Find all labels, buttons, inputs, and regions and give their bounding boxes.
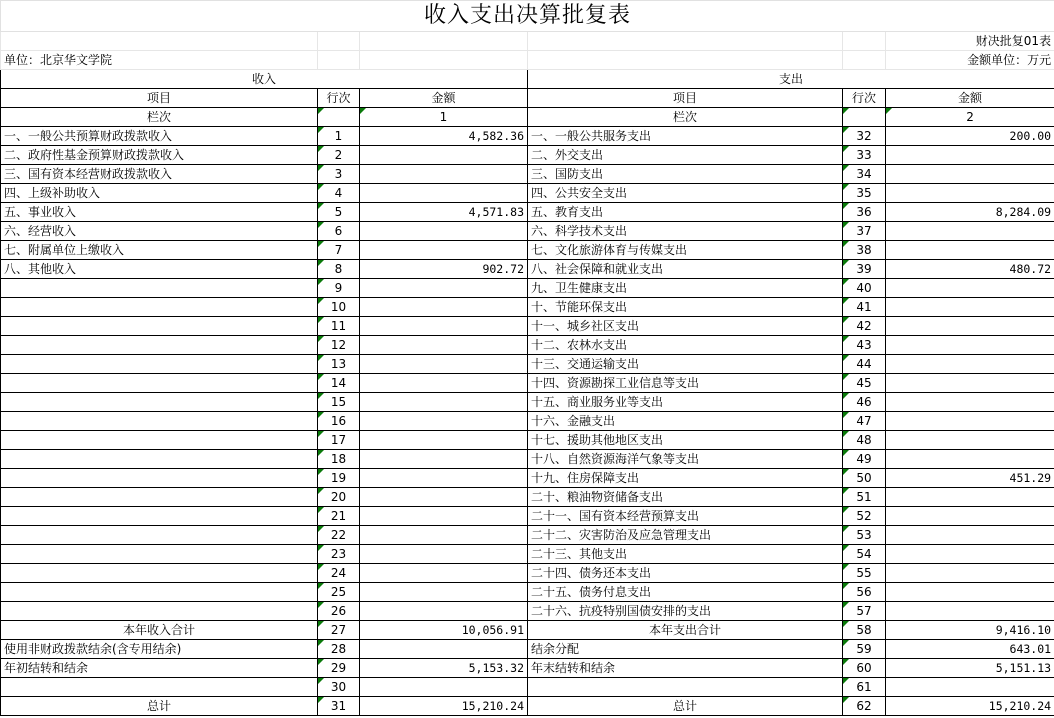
right-amount-cell: 200.00 (886, 127, 1054, 146)
right-amount-cell (886, 488, 1054, 507)
right-item-cell: 十三、交通运输支出 (528, 355, 843, 374)
right-row-no-cell: 44 (843, 355, 886, 374)
left-amount-cell (360, 469, 528, 488)
left-row-no-cell: 30 (318, 678, 360, 697)
right-item-cell: 三、国防支出 (528, 165, 843, 184)
right-item-cell: 十二、农林水支出 (528, 336, 843, 355)
right-row-no-cell: 60 (843, 659, 886, 678)
right-amount-cell (886, 412, 1054, 431)
right-amount-cell: 480.72 (886, 260, 1054, 279)
right-item-cell: 五、教育支出 (528, 203, 843, 222)
right-row-no-cell: 55 (843, 564, 886, 583)
table-row (1, 583, 1054, 602)
right-amount-cell: 9,416.10 (886, 621, 1054, 640)
left-item-cell: 使用非财政拨款结余(含专用结余) (1, 640, 318, 659)
column-index-label-left: 栏次 (1, 108, 318, 127)
table-row (1, 393, 1054, 412)
left-item-cell: 二、政府性基金预算财政拨款收入 (1, 146, 318, 165)
left-item-cell: 五、事业收入 (1, 203, 318, 222)
left-amount-cell (360, 450, 528, 469)
left-amount-cell (360, 146, 528, 165)
left-row-no-cell: 18 (318, 450, 360, 469)
right-amount-cell (886, 526, 1054, 545)
left-amount-cell (360, 602, 528, 621)
left-item-cell (1, 317, 318, 336)
right-row-no-cell: 35 (843, 184, 886, 203)
right-item-cell: 七、文化旅游体育与传媒支出 (528, 241, 843, 260)
left-amount-cell: 4,582.36 (360, 127, 528, 146)
left-item-cell (1, 336, 318, 355)
right-row-no-cell: 49 (843, 450, 886, 469)
table-row (1, 355, 1054, 374)
table-row (1, 507, 1054, 526)
left-row-no-cell: 5 (318, 203, 360, 222)
col-header-row-left: 行次 (318, 89, 360, 108)
left-item-cell (1, 431, 318, 450)
table-row (1, 431, 1054, 450)
left-item-cell (1, 279, 318, 298)
left-item-cell (1, 564, 318, 583)
right-amount-cell: 5,151.13 (886, 659, 1054, 678)
left-item-cell: 三、国有资本经营财政拨款收入 (1, 165, 318, 184)
right-item-cell: 本年支出合计 (528, 621, 843, 640)
right-item-cell: 四、公共安全支出 (528, 184, 843, 203)
left-item-cell: 年初结转和结余 (1, 659, 318, 678)
amount-unit: 金额单位：万元 (886, 51, 1054, 70)
left-amount-cell (360, 336, 528, 355)
left-row-no-cell: 21 (318, 507, 360, 526)
left-amount-cell (360, 279, 528, 298)
left-row-no-cell: 15 (318, 393, 360, 412)
table-row (1, 317, 1054, 336)
left-row-no-cell: 28 (318, 640, 360, 659)
right-item-cell: 十七、援助其他地区支出 (528, 431, 843, 450)
right-row-no-cell: 51 (843, 488, 886, 507)
left-amount-cell (360, 564, 528, 583)
left-item-cell: 四、上级补助收入 (1, 184, 318, 203)
left-amount-cell (360, 583, 528, 602)
table-row (1, 526, 1054, 545)
left-amount-cell (360, 526, 528, 545)
right-row-no-cell: 61 (843, 678, 886, 697)
table-row (1, 602, 1054, 621)
left-amount-cell (360, 184, 528, 203)
right-amount-cell (886, 374, 1054, 393)
unit-label: 单位：北京华文学院 (1, 51, 318, 70)
right-row-no-cell: 38 (843, 241, 886, 260)
right-amount-cell: 451.29 (886, 469, 1054, 488)
table-row (1, 336, 1054, 355)
left-item-cell (1, 602, 318, 621)
table-row (1, 222, 1054, 241)
left-row-no-cell: 20 (318, 488, 360, 507)
left-item-cell (1, 412, 318, 431)
right-row-no-cell: 50 (843, 469, 886, 488)
left-item-cell: 八、其他收入 (1, 260, 318, 279)
right-row-no-cell: 37 (843, 222, 886, 241)
left-row-no-cell: 22 (318, 526, 360, 545)
column-index-label-right: 栏次 (528, 108, 843, 127)
right-item-cell: 十五、商业服务业等支出 (528, 393, 843, 412)
left-row-no-cell: 10 (318, 298, 360, 317)
left-amount-cell (360, 355, 528, 374)
right-amount-cell (886, 279, 1054, 298)
right-amount-cell (886, 678, 1054, 697)
left-row-no-cell: 1 (318, 127, 360, 146)
right-amount-cell (886, 564, 1054, 583)
left-row-no-cell: 7 (318, 241, 360, 260)
left-amount-cell (360, 431, 528, 450)
left-row-no-cell: 31 (318, 697, 360, 716)
right-amount-cell (886, 241, 1054, 260)
left-row-no-cell: 2 (318, 146, 360, 165)
right-row-no-cell: 36 (843, 203, 886, 222)
table-row (1, 184, 1054, 203)
left-row-no-cell: 24 (318, 564, 360, 583)
expense-section-header: 支出 (528, 70, 1054, 89)
left-row-no-cell: 12 (318, 336, 360, 355)
right-amount-cell (886, 336, 1054, 355)
right-item-cell: 二十二、灾害防治及应急管理支出 (528, 526, 843, 545)
left-amount-cell (360, 393, 528, 412)
left-amount-cell (360, 412, 528, 431)
right-row-no-cell: 45 (843, 374, 886, 393)
left-row-no-cell: 16 (318, 412, 360, 431)
left-amount-cell (360, 165, 528, 184)
right-amount-cell (886, 355, 1054, 374)
table-row (1, 545, 1054, 564)
right-row-no-cell: 39 (843, 260, 886, 279)
right-row-no-cell: 34 (843, 165, 886, 184)
table-row (1, 659, 1054, 678)
table-row (1, 260, 1054, 279)
col-header-amount-right: 金额 (886, 89, 1054, 108)
right-amount-cell (886, 602, 1054, 621)
right-item-cell: 十四、资源勘探工业信息等支出 (528, 374, 843, 393)
left-item-cell (1, 583, 318, 602)
table-row (1, 640, 1054, 659)
left-row-no-cell: 9 (318, 279, 360, 298)
left-item-cell (1, 488, 318, 507)
right-item-cell: 总计 (528, 697, 843, 716)
right-item-cell: 十六、金融支出 (528, 412, 843, 431)
left-amount-cell: 10,056.91 (360, 621, 528, 640)
left-amount-cell: 15,210.24 (360, 697, 528, 716)
right-item-cell: 十九、住房保障支出 (528, 469, 843, 488)
left-amount-cell (360, 241, 528, 260)
right-amount-cell (886, 431, 1054, 450)
right-item-cell: 年末结转和结余 (528, 659, 843, 678)
right-amount-cell (886, 583, 1054, 602)
col-header-row-right: 行次 (843, 89, 886, 108)
form-code: 财决批复01表 (886, 32, 1054, 51)
table-row (1, 697, 1054, 716)
right-item-cell: 二十一、国有资本经营预算支出 (528, 507, 843, 526)
right-amount-cell (886, 184, 1054, 203)
left-item-cell: 一、一般公共预算财政拨款收入 (1, 127, 318, 146)
table-row (1, 374, 1054, 393)
table-row (1, 127, 1054, 146)
right-item-cell: 十、节能环保支出 (528, 298, 843, 317)
left-amount-cell: 5,153.32 (360, 659, 528, 678)
left-item-cell (1, 507, 318, 526)
right-item-cell: 十一、城乡社区支出 (528, 317, 843, 336)
table-row (1, 450, 1054, 469)
right-amount-cell (886, 507, 1054, 526)
right-row-no-cell: 59 (843, 640, 886, 659)
right-item-cell: 二十三、其他支出 (528, 545, 843, 564)
right-amount-cell: 8,284.09 (886, 203, 1054, 222)
right-row-no-cell: 43 (843, 336, 886, 355)
right-amount-cell (886, 317, 1054, 336)
right-item-cell: 二、外交支出 (528, 146, 843, 165)
column-index-2: 2 (886, 108, 1054, 127)
table-row (1, 165, 1054, 184)
table-row (1, 469, 1054, 488)
left-row-no-cell: 6 (318, 222, 360, 241)
left-row-no-cell: 25 (318, 583, 360, 602)
right-item-cell: 二十六、抗疫特别国债安排的支出 (528, 602, 843, 621)
table-row (1, 564, 1054, 583)
page-title: 收入支出决算批复表 (1, 1, 1054, 32)
left-row-no-cell: 26 (318, 602, 360, 621)
right-amount-cell (886, 545, 1054, 564)
right-row-no-cell: 53 (843, 526, 886, 545)
left-row-no-cell: 14 (318, 374, 360, 393)
column-index-1: 1 (360, 108, 528, 127)
left-item-cell: 本年收入合计 (1, 621, 318, 640)
right-row-no-cell: 58 (843, 621, 886, 640)
left-amount-cell (360, 298, 528, 317)
income-section-header: 收入 (1, 70, 528, 89)
right-amount-cell: 643.01 (886, 640, 1054, 659)
right-row-no-cell: 40 (843, 279, 886, 298)
left-item-cell (1, 450, 318, 469)
left-row-no-cell: 27 (318, 621, 360, 640)
right-amount-cell: 15,210.24 (886, 697, 1054, 716)
table-row (1, 678, 1054, 697)
right-item-cell: 二十四、债务还本支出 (528, 564, 843, 583)
left-amount-cell (360, 222, 528, 241)
table-row (1, 203, 1054, 222)
left-amount-cell (360, 488, 528, 507)
left-row-no-cell: 23 (318, 545, 360, 564)
left-row-no-cell: 29 (318, 659, 360, 678)
right-amount-cell (886, 165, 1054, 184)
right-amount-cell (886, 298, 1054, 317)
table-row (1, 412, 1054, 431)
right-item-cell: 一、一般公共服务支出 (528, 127, 843, 146)
table-row (1, 279, 1054, 298)
right-item-cell: 九、卫生健康支出 (528, 279, 843, 298)
left-amount-cell: 902.72 (360, 260, 528, 279)
right-row-no-cell: 32 (843, 127, 886, 146)
left-row-no-cell: 13 (318, 355, 360, 374)
right-row-no-cell: 48 (843, 431, 886, 450)
left-amount-cell (360, 678, 528, 697)
left-amount-cell (360, 317, 528, 336)
table-row (1, 621, 1054, 640)
right-item-cell: 二十五、债务付息支出 (528, 583, 843, 602)
left-item-cell (1, 469, 318, 488)
left-row-no-cell: 3 (318, 165, 360, 184)
left-amount-cell (360, 545, 528, 564)
table-row (1, 146, 1054, 165)
right-amount-cell (886, 450, 1054, 469)
left-row-no-cell: 11 (318, 317, 360, 336)
left-item-cell (1, 678, 318, 697)
col-header-item-left: 项目 (1, 89, 318, 108)
right-item-cell: 六、科学技术支出 (528, 222, 843, 241)
table-row (1, 298, 1054, 317)
left-item-cell: 总计 (1, 697, 318, 716)
right-row-no-cell: 33 (843, 146, 886, 165)
right-item-cell (528, 678, 843, 697)
right-row-no-cell: 52 (843, 507, 886, 526)
col-header-amount-left: 金额 (360, 89, 528, 108)
left-item-cell (1, 545, 318, 564)
right-row-no-cell: 47 (843, 412, 886, 431)
right-row-no-cell: 62 (843, 697, 886, 716)
table-row (1, 241, 1054, 260)
left-row-no-cell: 17 (318, 431, 360, 450)
right-row-no-cell: 57 (843, 602, 886, 621)
right-item-cell: 结余分配 (528, 640, 843, 659)
right-item-cell: 二十、粮油物资储备支出 (528, 488, 843, 507)
left-item-cell (1, 393, 318, 412)
left-item-cell: 六、经营收入 (1, 222, 318, 241)
right-item-cell: 十八、自然资源海洋气象等支出 (528, 450, 843, 469)
table-row (1, 488, 1054, 507)
left-amount-cell (360, 507, 528, 526)
left-item-cell (1, 374, 318, 393)
left-row-no-cell: 8 (318, 260, 360, 279)
right-row-no-cell: 54 (843, 545, 886, 564)
left-amount-cell (360, 640, 528, 659)
left-row-no-cell: 19 (318, 469, 360, 488)
left-item-cell (1, 526, 318, 545)
right-row-no-cell: 42 (843, 317, 886, 336)
right-row-no-cell: 41 (843, 298, 886, 317)
left-amount-cell (360, 374, 528, 393)
left-item-cell: 七、附属单位上缴收入 (1, 241, 318, 260)
col-header-item-right: 项目 (528, 89, 843, 108)
left-amount-cell: 4,571.83 (360, 203, 528, 222)
right-amount-cell (886, 393, 1054, 412)
right-amount-cell (886, 146, 1054, 165)
left-item-cell (1, 298, 318, 317)
right-row-no-cell: 46 (843, 393, 886, 412)
left-row-no-cell: 4 (318, 184, 360, 203)
right-item-cell: 八、社会保障和就业支出 (528, 260, 843, 279)
right-row-no-cell: 56 (843, 583, 886, 602)
left-item-cell (1, 355, 318, 374)
right-amount-cell (886, 222, 1054, 241)
